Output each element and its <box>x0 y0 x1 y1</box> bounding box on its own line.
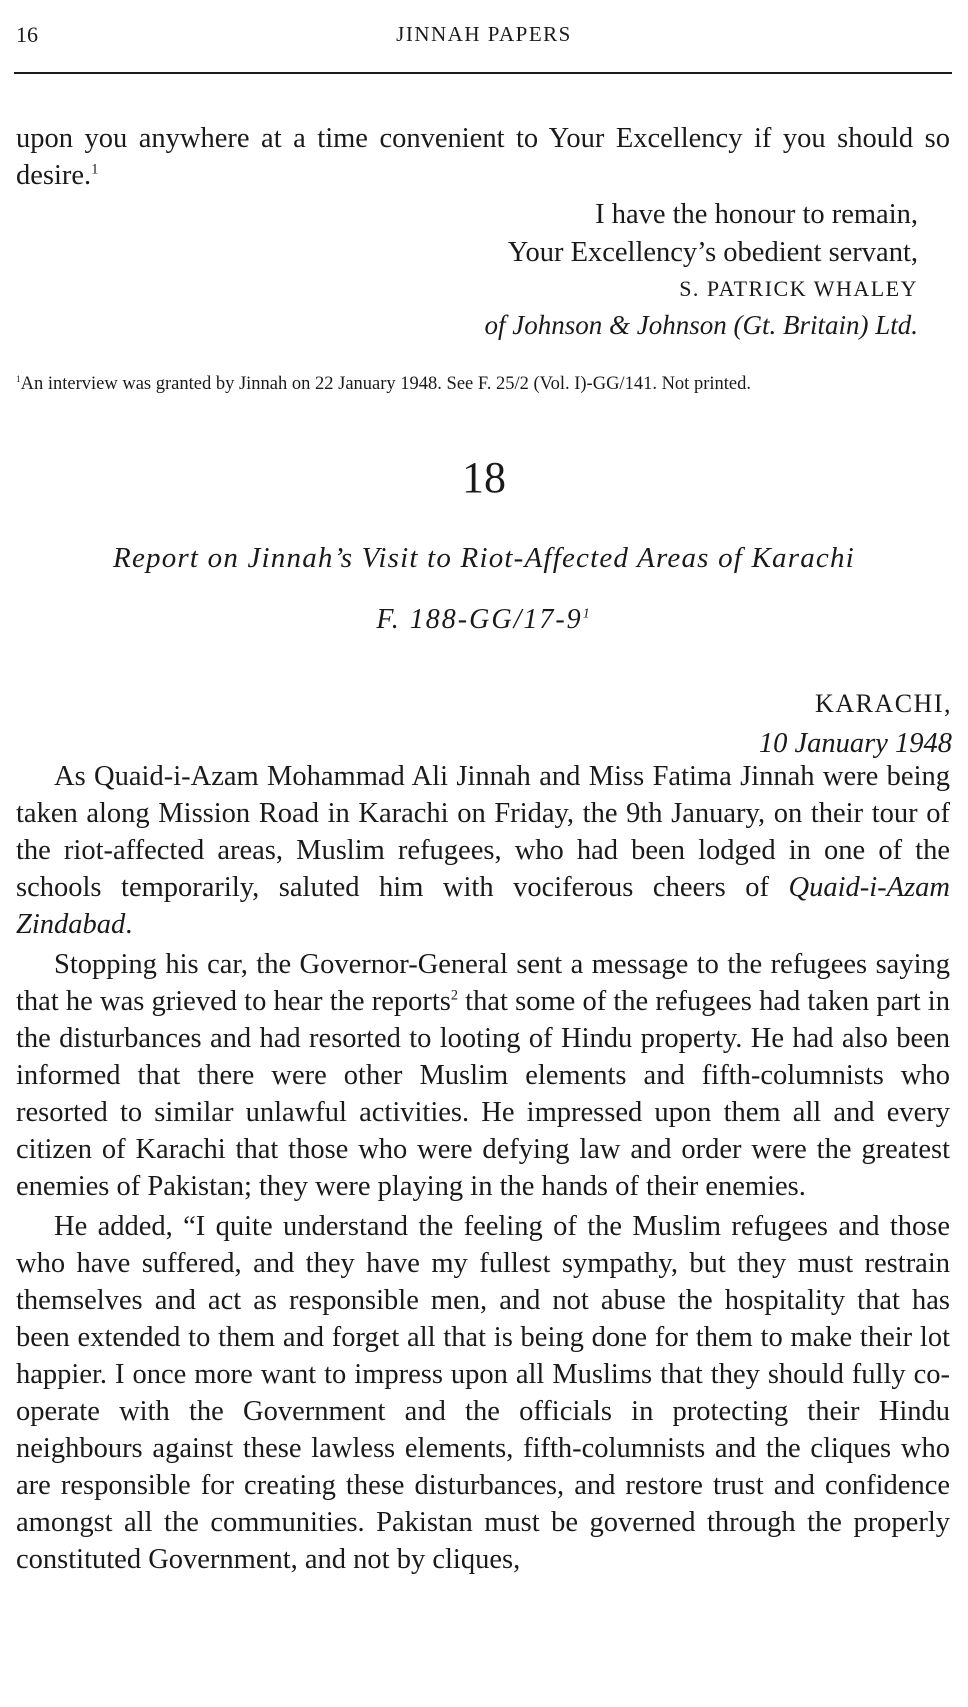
paragraph-2-text-rest: that some of the refugees had taken part in the disturbances and had resorted to looting of Hindu property. He had also been informed that there were other Muslim elements and fifth-columnists who resorted to similar unlawful activities. He impressed upon them all and every citizen of Karachi that those who were defying law and order were the greatest enemies of Pakistan; they were playing in the hands of their enemies. <box>16 986 950 1202</box>
running-title: JINNAH PAPERS <box>396 22 572 46</box>
document-reference-text: F. 188-GG/17-9 <box>376 604 583 635</box>
dateline <box>759 684 952 764</box>
letter-closing <box>485 196 919 344</box>
closing-line-2: Your Excellency’s obedient servant, <box>507 237 918 268</box>
continuation-paragraph <box>16 120 950 194</box>
closing-line-1: I have the honour to remain, <box>595 199 918 230</box>
document-title: Report on Jinnah’s Visit to Riot-Affected Areas of Karachi <box>113 542 855 574</box>
letter-continuation <box>16 120 950 194</box>
paragraph-2 <box>16 946 950 1205</box>
paragraph-1-end: . <box>125 909 133 940</box>
signatory: S. PATRICK WHALEY <box>679 276 918 301</box>
report-body <box>16 758 950 1578</box>
continuation-text: upon you anywhere at a time convenient to Your Excellency if you should so desire. <box>16 123 950 191</box>
paragraph-2-footnote-mark: 2 <box>450 987 458 1004</box>
footnote-text: An interview was granted by Jinnah on 22 January 1948. See F. 25/2 (Vol. I)-GG/141. Not printed. <box>20 374 751 394</box>
paragraph-1 <box>16 758 950 943</box>
footnote-reference: 1 <box>91 161 99 178</box>
page-number: 16 <box>16 22 38 47</box>
document-reference <box>0 604 968 636</box>
running-head <box>16 22 952 52</box>
dateline-place: KARACHI, <box>815 689 952 718</box>
header-rule <box>14 72 952 74</box>
document-number: 18 <box>462 453 506 502</box>
footnote <box>16 372 938 396</box>
paragraph-2-text: Stopping his car, the Governor-General sent a message to the refugees saying that he was grieved to hear the reports <box>16 949 950 1017</box>
dateline-date: 10 January 1948 <box>758 728 952 759</box>
paragraph-1-italic: Quaid-i-Azam Zindabad <box>16 872 950 940</box>
paragraph-1-text: As Quaid-i-Azam Mohammad Ali Jinnah and Miss Fatima Jinnah were being taken along Mission Road in Karachi on Friday, the 9th January, on their tour of the riot-affected areas, Muslim refugees, who had been lodged in one of the schools temporarily, saluted him with vociferous cheers of <box>16 761 950 903</box>
paragraph-3: He added, “I quite understand the feeling of the Muslim refugees and those who have suffered, and they have my fullest sympathy, but they must restrain themselves and act as responsible men, and not abuse the hospitality that has been extended to them and forget all that is being done for them to make their lot happier. I once more want to impress upon all Muslims that they should fully co-operate with the Government and the officials in protecting their Hindu neighbours against these lawless elements, fifth-columnists and the cliques who are responsible for creating these disturbances, and restore trust and confidence amongst all the communities. Pakistan must be governed through the properly constituted Government, and not by cliques, <box>16 1211 950 1575</box>
signatory-affiliation: of Johnson & Johnson (Gt. Britain) Ltd. <box>484 310 918 340</box>
footnote-mark: 1 <box>16 374 21 385</box>
document-reference-mark: 1 <box>582 606 592 622</box>
